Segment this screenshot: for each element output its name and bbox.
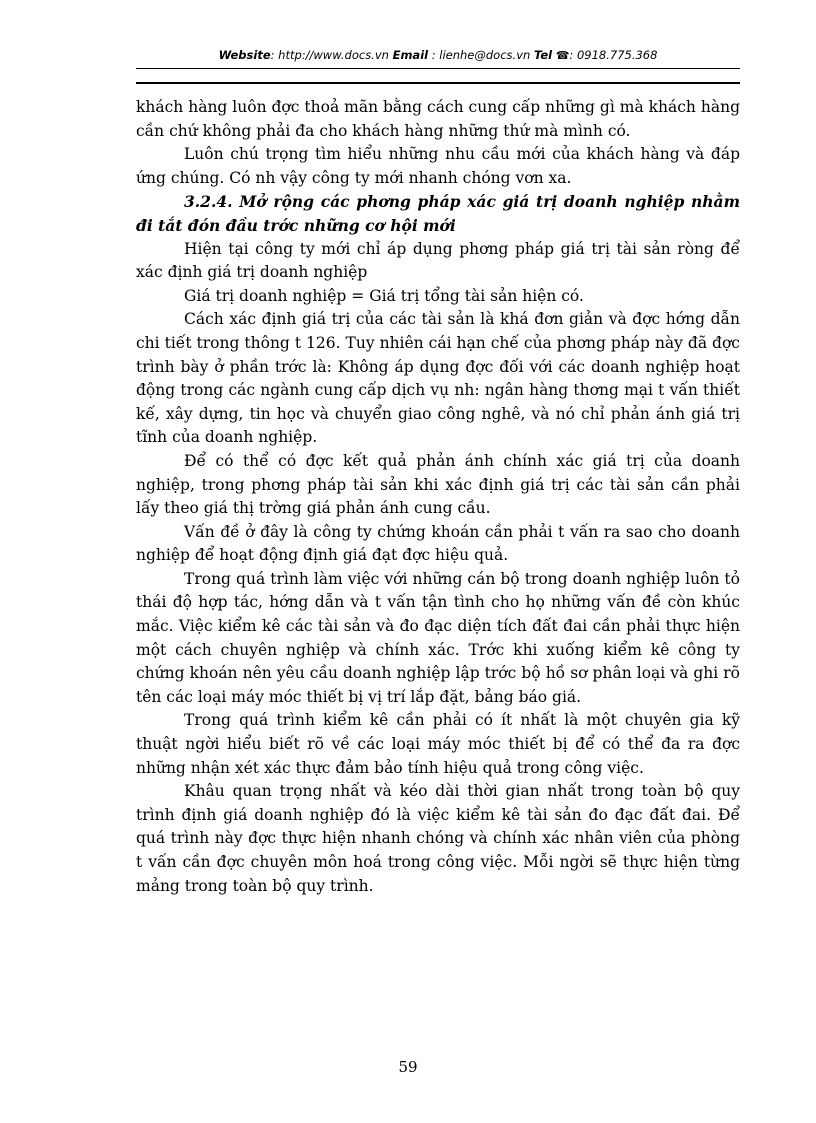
phone-icon: ☎	[555, 49, 570, 62]
paragraph: Khâu quan trọng nhất và kéo dài thời gian nhất trong toàn bộ quy trình định giá doanh nghiệp đó là việc kiểm kê tài sản đo đạc đất đai. Để quá trình này đợc thực hiện nhanh chóng và chính xác nhân viên của phòng t vấn cần đợc chuyên môn hoá trong công việc. Mỗi ngời sẽ thực hiện từng mảng trong toàn bộ quy trình.	[136, 782, 740, 895]
paragraph: Cách xác định giá trị của các tài sản là khá đơn giản và đợc hớng dẫn chi tiết trong thông t 126. Tuy nhiên cái hạn chế của phơng pháp này đã đợc trình bày ở phần trớc là: Không áp dụng đợc đối với các doanh nghiệp hoạt động trong các ngành cung cấp dịch vụ nh: ngân hàng thơng mại t vấn thiết kế, xây dựng, tin học và chuyển giao công nghê, và nó chỉ phản ánh giá trị tĩnh của doanh nghiệp.	[136, 310, 740, 447]
website-url[interactable]: : http://www.docs.vn	[270, 48, 389, 62]
paragraph-continuation: khách hàng luôn đợc thoả mãn bằng cách cung cấp những gì mà khách hàng cần chứ không phải đa cho khách hàng những thứ mà mình có.	[136, 98, 740, 140]
tel-label: Tel	[533, 48, 553, 62]
page-header	[137, 48, 739, 62]
document-body	[136, 96, 740, 898]
email-address[interactable]: : lienhe@docs.vn	[431, 48, 531, 62]
section-heading: 3.2.4. Mở rộng các phơng pháp xác giá trị doanh nghiệp nhằm đi tắt đón đầu trớc những cơ hội mới	[136, 192, 740, 235]
paragraph: Trong quá trình kiểm kê cần phải có ít nhất là một chuyên gia kỹ thuật ngời hiểu biết rõ về các loại máy móc thiết bị để có thể đa ra đợc những nhận xét xác thực đảm bảo tính hiệu quả trong công việc.	[136, 711, 740, 777]
paragraph: Luôn chú trọng tìm hiểu những nhu cầu mới của khách hàng và đáp ứng chúng. Có nh vậy công ty mới nhanh chóng vơn xa.	[136, 145, 740, 187]
tel-number: : 0918.775.368	[569, 48, 658, 62]
header-rule-thin	[136, 68, 740, 69]
email-label: Email	[392, 48, 429, 62]
paragraph: Để có thể có đợc kết quả phản ánh chính xác giá trị của doanh nghiệp, trong phơng pháp tài sản khi xác định giá trị các tài sản cần phải lấy theo giá thị trờng giá phản ánh cung cầu.	[136, 451, 740, 518]
website-label: Website	[218, 48, 271, 62]
header-rule-thick	[136, 82, 740, 84]
page-number: 59	[398, 1058, 418, 1076]
paragraph: Hiện tại công ty mới chỉ áp dụng phơng pháp giá trị tài sản ròng để xác định giá trị doanh nghiệp	[136, 239, 740, 282]
paragraph: Vấn đề ở đây là công ty chứng khoán cần phải t vấn ra sao cho doanh nghiệp để hoạt động định giá đạt đợc hiệu quả.	[136, 522, 740, 565]
paragraph: Trong quá trình làm việc với những cán bộ trong doanh nghiệp luôn tỏ thái độ hợp tác, hớng dẫn và t vấn tận tình cho họ những vấn đề còn khúc mắc. Việc kiểm kê các tài sản và đo đạc diện tích đất đai cần phải thực hiện một cách chuyên nghiệp và chính xác. Trớc khi xuống kiểm kê công ty chứng khoán nên yêu cầu doanh nghiệp lập trớc bộ hồ sơ phân loại và ghi rõ tên các loại máy móc thiết bị vị trí lắp đặt, bảng báo giá.	[136, 569, 740, 706]
paragraph: Giá trị doanh nghiệp = Giá trị tổng tài sản hiện có.	[184, 286, 584, 305]
